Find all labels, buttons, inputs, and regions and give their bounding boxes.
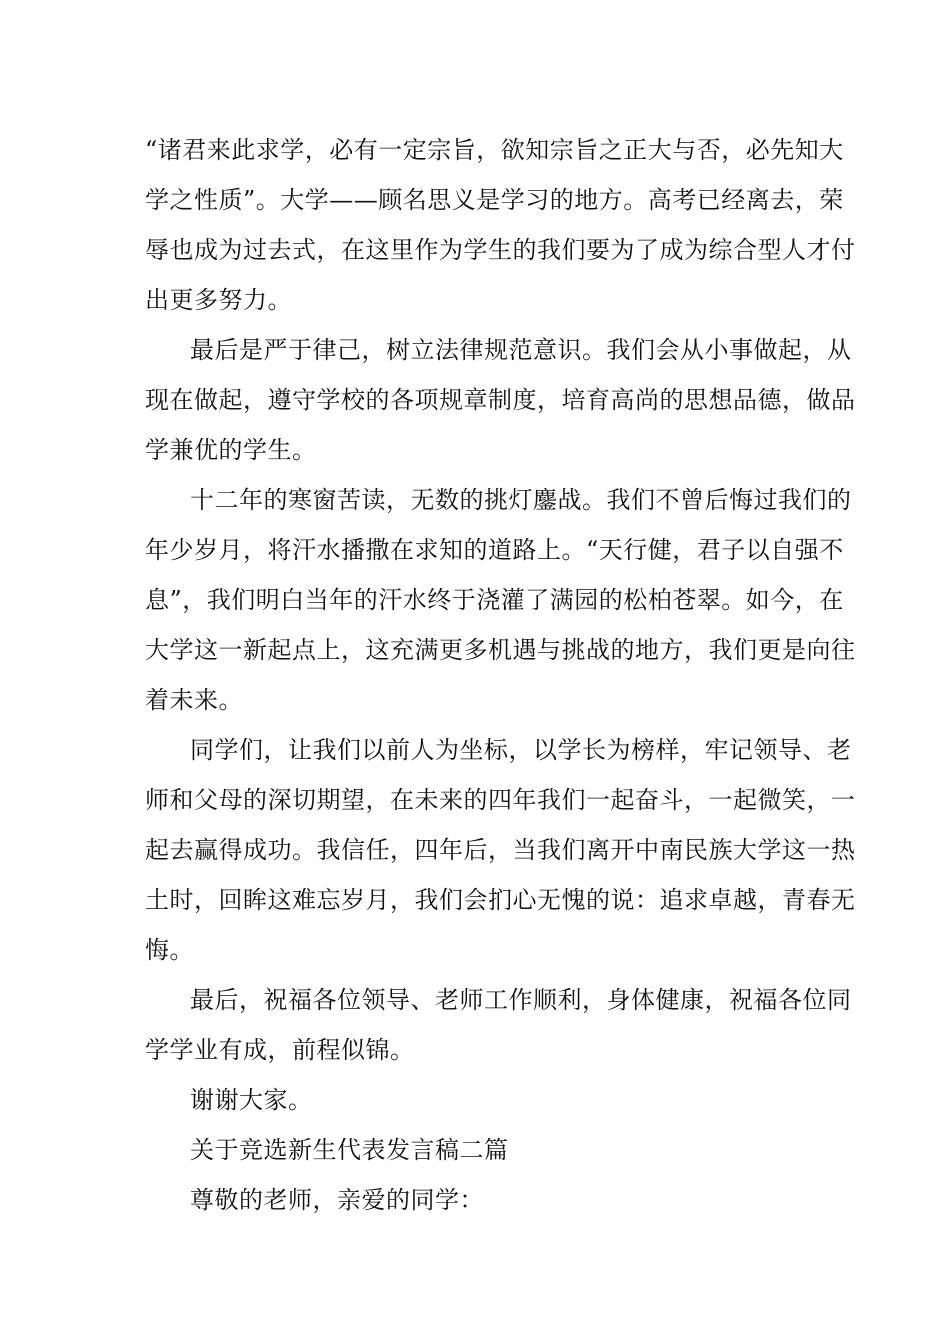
section-title: 关于竞选新生代表发言稿二篇 xyxy=(190,1136,509,1164)
paragraph-3-line-1: 十二年的寒窗苦读，无数的挑灯鏖战。我们不曾后悔过我们的 xyxy=(190,486,852,514)
paragraph-3-line-2: 年少岁月，将汗水播撒在求知的道路上。“天行健，君子以自强不 xyxy=(145,536,844,564)
paragraph-5-line-2: 学学业有成，前程似锦。 xyxy=(145,1036,415,1064)
paragraph-3-line-4: 大学这一新起点上，这充满更多机遇与挑战的地方，我们更是向往 xyxy=(145,636,856,664)
paragraph-1-line-1: “诸君来此求学，必有一定宗旨，欲知宗旨之正大与否，必先知大 xyxy=(145,136,844,164)
paragraph-2-line-1: 最后是严于律己，树立法律规范意识。我们会从小事做起，从 xyxy=(190,336,852,364)
paragraph-3-line-3: 息”，我们明白当年的汗水终于浇灌了满园的松柏苍翠。如今，在 xyxy=(145,586,844,614)
paragraph-4-line-1: 同学们，让我们以前人为坐标，以学长为榜样，牢记领导、老 xyxy=(190,736,852,764)
paragraph-4-line-2: 师和父母的深切期望，在未来的四年我们一起奋斗，一起微笑，一 xyxy=(145,786,856,814)
paragraph-5-line-1: 最后，祝福各位领导、老师工作顺利，身体健康，祝福各位同 xyxy=(190,986,852,1014)
paragraph-1-line-4: 出更多努力。 xyxy=(145,286,292,314)
paragraph-2-line-2: 现在做起，遵守学校的各项规章制度，培育高尚的思想品德，做品 xyxy=(145,386,856,414)
paragraph-4-line-3: 起去赢得成功。我信任，四年后，当我们离开中南民族大学这一热 xyxy=(145,836,856,864)
paragraph-3-line-5: 着未来。 xyxy=(145,686,243,714)
paragraph-4-line-4: 土时，回眸这难忘岁月，我们会扪心无愧的说：追求卓越，青春无 xyxy=(145,886,856,914)
paragraph-1-line-3: 辱也成为过去式，在这里作为学生的我们要为了成为综合型人才付 xyxy=(145,236,856,264)
paragraph-2-line-3: 学兼优的学生。 xyxy=(145,436,317,464)
paragraph-1-line-2: 学之性质”。大学——顾名思义是学习的地方。高考已经离去，荣 xyxy=(145,186,844,214)
closing-thanks: 谢谢大家。 xyxy=(190,1086,313,1114)
paragraph-4-line-5: 悔。 xyxy=(145,936,194,964)
salutation: 尊敬的老师，亲爱的同学： xyxy=(190,1186,484,1214)
